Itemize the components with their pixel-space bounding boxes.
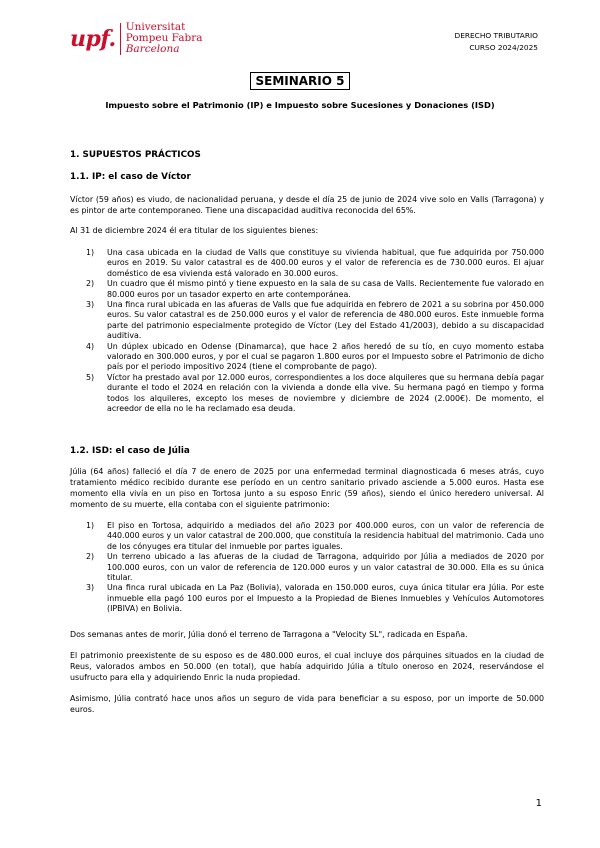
- paragraph-victor-lead: Al 31 de diciembre 2024 él era titular de los siguientes bienes:: [70, 226, 319, 235]
- course-year: CURSO 2024/2025: [469, 43, 538, 52]
- paragraph-spouse-patrimony: El patrimonio preexistente de su esposo es de 480.000 euros, el cual incluye dos párquines situados en la ciudad de Reus, valorados ambos en 50.000 (en total), que había adquirido Júlia a título oneroso en 2024, reservándose el usufructo para ella y adquiriendo Enric la nuda propiedad.: [70, 651, 544, 682]
- section-heading: 1. SUPUESTOS PRÁCTICOS: [70, 150, 201, 160]
- upf-logo-mark: upf.: [70, 25, 116, 52]
- course-header: [455, 30, 539, 54]
- logo-line-3: Barcelona: [125, 43, 180, 55]
- document-subtitle: Impuesto sobre el Patrimonio (IP) e Impuesto sobre Sucesiones y Donaciones (ISD): [105, 100, 495, 110]
- paragraph-donation: Dos semanas antes de morir, Júlia donó el terreno de Tarragona a "Velocity SL", radicada en España.: [70, 630, 468, 639]
- victor-assets-list: [86, 248, 544, 415]
- document-title: [0, 70, 600, 90]
- list-item: 1) Una casa ubicada en la ciudad de Valls que constituye su vivienda habitual, que fue adquirida por 750.000 euros en 2019. Su valor catastral es de 400.00 euros y el valor de referencia es de 730.000 euros. El ajuar doméstico de esa vivienda está valorado en 30.000 euros.: [86, 248, 544, 278]
- list-item: 1) El piso en Tortosa, adquirido a mediados del año 2023 por 400.000 euros, con un valor de referencia de 440.000 euros y un valor catastral de 200.000, que constituía la residencia habitual del matrimonio. Cada uno de los cónyuges era titular del inmueble por partes iguales.: [86, 521, 544, 551]
- list-item: 2) Un cuadro que él mismo pintó y tiene expuesto en la sala de su casa de Valls. Recientemente fue valorado en 80.000 euros por un tasador experto en arte contemporánea.: [86, 279, 544, 299]
- list-item: 4) Un dúplex ubicado en Odense (Dinamarca), que hace 2 años heredó de su tío, en cuyo momento estaba valorado en 300.000 euros, y por el cual se pagaron 1.800 euros por el Impuesto sobre el Patrimonio de dicho país por el periodo impositivo 2024 (tiene el comprobante de pago).: [86, 341, 544, 372]
- logo-divider: [120, 23, 121, 55]
- course-subject: DERECHO TRIBUTARIO: [454, 31, 538, 40]
- subsection-heading-ip: 1.1. IP: el caso de Víctor: [70, 172, 191, 182]
- julia-assets-list: [86, 521, 544, 615]
- list-item: 3) Una finca rural ubicada en La Paz (Bolivia), valorada en 150.000 euros, cuya única titular era Júlia. Por este inmueble ella pagó 100 euros por el Impuesto a la Propiedad de Bienes Inmuebles y Vehículos Automotores (IPBIVA) en Bolivia.: [86, 583, 544, 614]
- logo-line-2: Pompeu Fabra: [125, 32, 203, 44]
- university-logo: [70, 22, 203, 55]
- list-item: 2) Un terreno ubicado a las afueras de la ciudad de Tarragona, adquirido por Júlia a mediados de 2020 por 100.000 euros, con un valor de referencia de 120.000 euros y un valor catastral de 30.000. Ella es su única titular.: [86, 552, 544, 583]
- paragraph-victor-intro: Víctor (59 años) es viudo, de nacionalidad peruana, y desde el día 25 de junio de 2024 vive solo en Valls (Tarragona) y es pintor de arte contemporaneo. Tiene una discapacidad auditiva reconocida del 65%.: [70, 195, 544, 215]
- page-number: 1: [535, 798, 542, 809]
- list-item: 5) Víctor ha prestado aval por 12.000 euros, correspondientes a los doce alquileres que su hermana debía pagar durante el todo el 2024 en relación con la vivienda a donde ella vive. Su hermana pagó en tiempo y forma todos los alquileres, excepto los meses de noviembre y diciembre de 2024 (2.000€). De momento, el acreedor de ella no le ha reclamado esa deuda.: [86, 372, 544, 414]
- paragraph-life-insurance: Asimismo, Júlia contrató hace unos años un seguro de vida para beneficiar a su esposo, por un importe de 50.000 euros.: [70, 694, 544, 714]
- seminar-title: SEMINARIO 5: [250, 72, 349, 90]
- list-item: 3) Una finca rural ubicada en las afueras de Valls que fue adquirida en febrero de 2021 a su sobrina por 450.000 euros. Su valor catastral es de 250.000 euros y el valor de referencia de 480.000 euros. Este inmueble forma parte del patrimonio especialmente protegido de Víctor (Ley del Estado 41/2003), debido a su discapacidad auditiva.: [86, 300, 544, 341]
- university-name: [126, 22, 203, 55]
- paragraph-julia-intro: Júlia (64 años) falleció el día 7 de enero de 2025 por una enfermedad terminal diagnosticada 6 meses atrás, cuyo tratamiento médico recibido durante ese período en un centro sanitario privado asciende a 5.000 euros. Hasta ese momento ella vivía en un piso en Tortosa junto a su esposo Enric (59 años), siendo el único heredero universal. Al momento de su muerte, ella contaba con el siguiente patrimonio:: [70, 467, 544, 509]
- subsection-heading-isd: 1.2. ISD: el caso de Júlia: [70, 446, 190, 456]
- logo-line-1: Universitat: [125, 21, 186, 33]
